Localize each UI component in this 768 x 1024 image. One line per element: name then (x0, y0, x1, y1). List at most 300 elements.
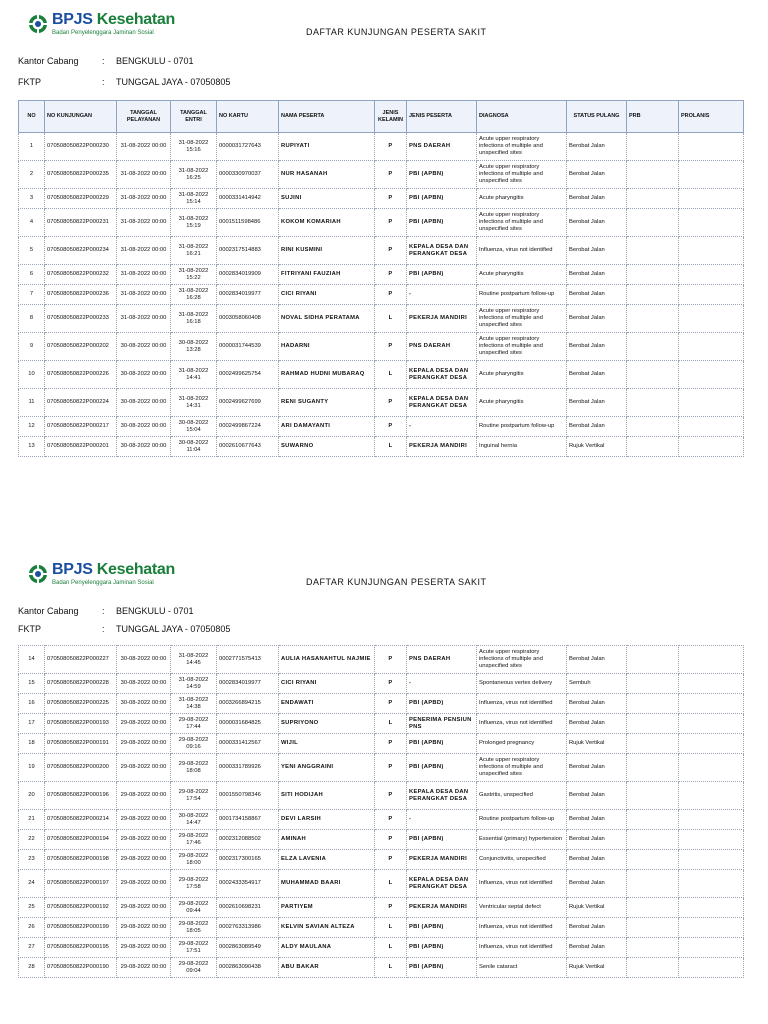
table-row (19, 958, 744, 978)
row-no: 1 (19, 133, 45, 161)
row-nama-peserta: DEVI LARSIH (279, 810, 375, 830)
table-row (19, 898, 744, 918)
row-status-pulang: Berobat Jalan (567, 189, 627, 209)
row-prolanis (679, 417, 744, 437)
row-no: 9 (19, 333, 45, 361)
row-tanggal-entri: 31-08-2022 14:45 (171, 646, 217, 674)
visits-table (18, 645, 744, 978)
row-no-kartu: 0002499867224 (217, 417, 279, 437)
row-nama-peserta: ABU BAKAR (279, 958, 375, 978)
row-prb (627, 285, 679, 305)
row-status-pulang: Rujuk Vertikal (567, 734, 627, 754)
row-jenis-peserta: - (407, 285, 477, 305)
row-diagnosa: Ventricular septal defect (477, 898, 567, 918)
table-row (19, 830, 744, 850)
row-tanggal-entri: 29-08-2022 17:58 (171, 870, 217, 898)
table-row (19, 237, 744, 265)
row-no-kunjungan: 070508050822P000202 (45, 333, 117, 361)
row-diagnosa: Routine postpartum follow-up (477, 285, 567, 305)
row-tanggal-pelayanan: 29-08-2022 00:00 (117, 782, 171, 810)
table-body (19, 133, 744, 457)
row-no: 25 (19, 898, 45, 918)
table-row (19, 714, 744, 734)
row-no-kunjungan: 070508050822P000217 (45, 417, 117, 437)
row-nama-peserta: RAHMAD HUDNI MUBARAQ (279, 361, 375, 389)
row-nama-peserta: ALDY MAULANA (279, 938, 375, 958)
row-prb (627, 305, 679, 333)
row-diagnosa: Prolonged pregnancy (477, 734, 567, 754)
row-prolanis (679, 646, 744, 674)
row-tanggal-pelayanan: 30-08-2022 00:00 (117, 417, 171, 437)
table-row (19, 754, 744, 782)
row-tanggal-entri: 31-08-2022 15:16 (171, 133, 217, 161)
row-no: 15 (19, 674, 45, 694)
row-no: 22 (19, 830, 45, 850)
row-tanggal-pelayanan: 29-08-2022 00:00 (117, 754, 171, 782)
row-prb (627, 918, 679, 938)
row-no-kunjungan: 070508050822P000225 (45, 694, 117, 714)
row-no-kartu: 0002863090438 (217, 958, 279, 978)
row-no: 6 (19, 265, 45, 285)
row-tanggal-pelayanan: 31-08-2022 00:00 (117, 285, 171, 305)
row-nama-peserta: MUHAMMAD BAARI (279, 870, 375, 898)
row-prb (627, 938, 679, 958)
row-jenis-peserta: PBI (APBD) (407, 694, 477, 714)
row-diagnosa: Influenza, virus not identified (477, 870, 567, 898)
row-jenis-kelamin: P (375, 850, 407, 870)
logo-subtitle: Badan Penyelenggara Jaminan Sosial (52, 580, 154, 586)
row-jenis-peserta: PEKERJA MANDIRI (407, 305, 477, 333)
row-prolanis (679, 285, 744, 305)
row-jenis-peserta: KEPALA DESA DAN PERANGKAT DESA (407, 361, 477, 389)
row-prolanis (679, 734, 744, 754)
row-nama-peserta: NUR HASANAH (279, 161, 375, 189)
table-row (19, 209, 744, 237)
row-tanggal-pelayanan: 29-08-2022 00:00 (117, 938, 171, 958)
row-prolanis (679, 265, 744, 285)
row-tanggal-entri: 29-08-2022 09:44 (171, 898, 217, 918)
row-no: 14 (19, 646, 45, 674)
table-row (19, 361, 744, 389)
fktp-value: TUNGGAL JAYA - 07050805 (116, 624, 231, 634)
row-tanggal-pelayanan: 31-08-2022 00:00 (117, 189, 171, 209)
table-row (19, 646, 744, 674)
row-status-pulang: Berobat Jalan (567, 850, 627, 870)
row-jenis-peserta: PEKERJA MANDIRI (407, 898, 477, 918)
row-no: 5 (19, 237, 45, 265)
row-diagnosa: Acute pharyngitis (477, 265, 567, 285)
row-jenis-kelamin: P (375, 646, 407, 674)
row-status-pulang: Berobat Jalan (567, 333, 627, 361)
row-prb (627, 782, 679, 810)
row-tanggal-pelayanan: 30-08-2022 00:00 (117, 437, 171, 457)
row-prb (627, 810, 679, 830)
row-prolanis (679, 437, 744, 457)
row-prolanis (679, 830, 744, 850)
row-jenis-kelamin: P (375, 830, 407, 850)
row-nama-peserta: CICI RIYANI (279, 674, 375, 694)
row-prolanis (679, 754, 744, 782)
row-prb (627, 265, 679, 285)
row-tanggal-entri: 29-08-2022 17:51 (171, 938, 217, 958)
row-prb (627, 161, 679, 189)
row-prolanis (679, 389, 744, 417)
row-nama-peserta: PARTIYEM (279, 898, 375, 918)
row-prb (627, 189, 679, 209)
row-status-pulang: Berobat Jalan (567, 417, 627, 437)
row-no: 13 (19, 437, 45, 457)
row-no-kartu: 0000031744539 (217, 333, 279, 361)
col-no: NO (19, 101, 45, 133)
row-tanggal-pelayanan: 29-08-2022 00:00 (117, 918, 171, 938)
row-tanggal-entri: 31-08-2022 15:22 (171, 265, 217, 285)
row-no-kartu: 0001550798346 (217, 782, 279, 810)
row-tanggal-entri: 30-08-2022 11:04 (171, 437, 217, 457)
row-prolanis (679, 938, 744, 958)
row-jenis-peserta: PBI (APBN) (407, 918, 477, 938)
row-jenis-kelamin: L (375, 918, 407, 938)
row-jenis-peserta: KEPALA DESA DAN PERANGKAT DESA (407, 389, 477, 417)
row-jenis-kelamin: P (375, 810, 407, 830)
row-nama-peserta: CICI RIYANI (279, 285, 375, 305)
row-status-pulang: Berobat Jalan (567, 285, 627, 305)
row-prb (627, 417, 679, 437)
row-status-pulang: Berobat Jalan (567, 209, 627, 237)
row-status-pulang: Rujuk Vertikal (567, 958, 627, 978)
row-nama-peserta: SITI HODIJAH (279, 782, 375, 810)
table-header-row (19, 101, 744, 133)
row-jenis-kelamin: P (375, 674, 407, 694)
table-row (19, 133, 744, 161)
row-diagnosa: Influenza, virus not identified (477, 938, 567, 958)
row-tanggal-entri: 29-08-2022 17:46 (171, 830, 217, 850)
row-tanggal-pelayanan: 31-08-2022 00:00 (117, 237, 171, 265)
row-tanggal-pelayanan: 29-08-2022 00:00 (117, 714, 171, 734)
row-tanggal-entri: 29-08-2022 18:00 (171, 850, 217, 870)
row-no-kartu: 0002863089549 (217, 938, 279, 958)
fktp-row (18, 624, 230, 634)
row-no-kunjungan: 070508050822P000214 (45, 810, 117, 830)
row-jenis-peserta: PNS DAERAH (407, 133, 477, 161)
row-prb (627, 361, 679, 389)
row-no-kartu: 0002499625754 (217, 361, 279, 389)
row-tanggal-entri: 29-08-2022 09:04 (171, 958, 217, 978)
row-jenis-peserta: PBI (APBN) (407, 265, 477, 285)
fktp-row (18, 77, 230, 87)
row-prb (627, 133, 679, 161)
row-nama-peserta: SUWARNO (279, 437, 375, 457)
row-no-kartu: 0001511598486 (217, 209, 279, 237)
col-no-kunjungan: NO KUNJUNGAN (45, 101, 117, 133)
row-status-pulang: Berobat Jalan (567, 830, 627, 850)
row-no-kartu: 0003058060408 (217, 305, 279, 333)
row-prb (627, 830, 679, 850)
row-nama-peserta: SUJINI (279, 189, 375, 209)
row-no: 2 (19, 161, 45, 189)
row-tanggal-entri: 31-08-2022 14:38 (171, 694, 217, 714)
row-diagnosa: Essential (primary) hypertension (477, 830, 567, 850)
row-no-kartu: 0000331412567 (217, 734, 279, 754)
row-diagnosa: Routine postpartum follow-up (477, 417, 567, 437)
row-jenis-peserta: PBI (APBN) (407, 938, 477, 958)
row-status-pulang: Berobat Jalan (567, 361, 627, 389)
table-row (19, 189, 744, 209)
row-nama-peserta: ELZA LAVENIA (279, 850, 375, 870)
row-no: 21 (19, 810, 45, 830)
row-status-pulang: Berobat Jalan (567, 305, 627, 333)
table-row (19, 782, 744, 810)
visits-table (18, 100, 744, 457)
row-status-pulang: Berobat Jalan (567, 870, 627, 898)
row-diagnosa: Influenza, virus not identified (477, 237, 567, 265)
row-tanggal-pelayanan: 31-08-2022 00:00 (117, 161, 171, 189)
row-nama-peserta: FITRIYANI FAUZIAH (279, 265, 375, 285)
row-no-kartu: 0002317300165 (217, 850, 279, 870)
row-nama-peserta: AULIA HASANAHTUL NAJMIE (279, 646, 375, 674)
row-jenis-peserta: PEKERJA MANDIRI (407, 850, 477, 870)
row-jenis-kelamin: P (375, 133, 407, 161)
row-prb (627, 694, 679, 714)
table-row (19, 850, 744, 870)
row-diagnosa: Senile cataract (477, 958, 567, 978)
row-jenis-kelamin: L (375, 714, 407, 734)
row-diagnosa: Acute pharyngitis (477, 389, 567, 417)
row-jenis-kelamin: P (375, 754, 407, 782)
row-prb (627, 850, 679, 870)
row-tanggal-pelayanan: 30-08-2022 00:00 (117, 694, 171, 714)
row-jenis-kelamin: P (375, 734, 407, 754)
row-prb (627, 209, 679, 237)
row-prolanis (679, 850, 744, 870)
row-jenis-peserta: PBI (APBN) (407, 958, 477, 978)
row-tanggal-pelayanan: 30-08-2022 00:00 (117, 333, 171, 361)
row-diagnosa: Conjunctivitis, unspecified (477, 850, 567, 870)
row-diagnosa: Gastritis, unspecified (477, 782, 567, 810)
row-prolanis (679, 237, 744, 265)
row-prolanis (679, 361, 744, 389)
row-tanggal-entri: 29-08-2022 09:16 (171, 734, 217, 754)
row-no-kunjungan: 070508050822P000200 (45, 754, 117, 782)
row-prolanis (679, 161, 744, 189)
row-tanggal-entri: 31-08-2022 15:19 (171, 209, 217, 237)
row-nama-peserta: YENI ANGGRAINI (279, 754, 375, 782)
row-nama-peserta: RINI KUSMINI (279, 237, 375, 265)
row-no-kartu: 0002834019909 (217, 265, 279, 285)
row-no-kunjungan: 070508050822P000195 (45, 938, 117, 958)
row-nama-peserta: HADARNI (279, 333, 375, 361)
row-no-kartu: 0002834019977 (217, 674, 279, 694)
row-no-kartu: 0002312088502 (217, 830, 279, 850)
row-nama-peserta: KOKOM KOMARIAH (279, 209, 375, 237)
row-nama-peserta: KELVIN SAVIAN ALTEZA (279, 918, 375, 938)
row-prb (627, 389, 679, 417)
kantor-cabang-row (18, 56, 194, 66)
row-no-kunjungan: 070508050822P000232 (45, 265, 117, 285)
row-jenis-kelamin: P (375, 209, 407, 237)
document-title: DAFTAR KUNJUNGAN PESERTA SAKIT (306, 577, 487, 587)
row-no-kunjungan: 070508050822P000193 (45, 714, 117, 734)
row-no: 7 (19, 285, 45, 305)
table-row (19, 265, 744, 285)
row-no-kunjungan: 070508050822P000234 (45, 237, 117, 265)
kantor-value: BENGKULU - 0701 (116, 56, 194, 66)
row-no: 4 (19, 209, 45, 237)
colon: : (102, 624, 105, 634)
row-no-kartu: 0000031684825 (217, 714, 279, 734)
row-diagnosa: Acute upper respiratory infections of multiple and unspecified sites (477, 305, 567, 333)
row-no-kunjungan: 070508050822P000235 (45, 161, 117, 189)
row-tanggal-pelayanan: 31-08-2022 00:00 (117, 209, 171, 237)
row-diagnosa: Acute upper respiratory infections of multiple and unspecified sites (477, 209, 567, 237)
row-no: 3 (19, 189, 45, 209)
row-tanggal-entri: 31-08-2022 16:21 (171, 237, 217, 265)
row-nama-peserta: ENDAWATI (279, 694, 375, 714)
row-jenis-peserta: PNS DAERAH (407, 333, 477, 361)
row-tanggal-pelayanan: 30-08-2022 00:00 (117, 389, 171, 417)
row-prolanis (679, 714, 744, 734)
row-no-kunjungan: 070508050822P000199 (45, 918, 117, 938)
row-prolanis (679, 898, 744, 918)
row-status-pulang: Berobat Jalan (567, 161, 627, 189)
row-jenis-kelamin: P (375, 782, 407, 810)
colon: : (102, 56, 105, 66)
table-row (19, 694, 744, 714)
row-jenis-peserta: - (407, 674, 477, 694)
row-diagnosa: Influenza, virus not identified (477, 714, 567, 734)
row-no-kunjungan: 070508050822P000201 (45, 437, 117, 457)
row-prolanis (679, 189, 744, 209)
row-jenis-kelamin: L (375, 437, 407, 457)
row-jenis-peserta: PNS DAERAH (407, 646, 477, 674)
row-jenis-peserta: PBI (APBN) (407, 754, 477, 782)
fktp-label: FKTP (18, 624, 42, 634)
row-diagnosa: Acute pharyngitis (477, 189, 567, 209)
row-no-kartu: 0002834019977 (217, 285, 279, 305)
row-prb (627, 674, 679, 694)
table-row (19, 333, 744, 361)
row-no-kartu: 0002610677643 (217, 437, 279, 457)
table-row (19, 417, 744, 437)
row-jenis-kelamin: P (375, 265, 407, 285)
row-no-kartu: 0000031727643 (217, 133, 279, 161)
row-tanggal-entri: 30-08-2022 13:28 (171, 333, 217, 361)
row-tanggal-pelayanan: 29-08-2022 00:00 (117, 898, 171, 918)
row-tanggal-pelayanan: 29-08-2022 00:00 (117, 830, 171, 850)
row-diagnosa: Routine postpartum follow-up (477, 810, 567, 830)
row-no: 18 (19, 734, 45, 754)
bpjs-logo (28, 562, 175, 586)
row-diagnosa: Influenza, virus not identified (477, 918, 567, 938)
row-tanggal-pelayanan: 31-08-2022 00:00 (117, 265, 171, 285)
row-nama-peserta: WIJIL (279, 734, 375, 754)
row-status-pulang: Berobat Jalan (567, 133, 627, 161)
row-diagnosa: Acute pharyngitis (477, 361, 567, 389)
row-no: 8 (19, 305, 45, 333)
row-no-kunjungan: 070508050822P000197 (45, 870, 117, 898)
row-tanggal-entri: 29-08-2022 18:05 (171, 918, 217, 938)
row-prolanis (679, 209, 744, 237)
col-prb: PRB (627, 101, 679, 133)
row-no-kunjungan: 070508050822P000231 (45, 209, 117, 237)
row-no-kartu: 0002499627699 (217, 389, 279, 417)
row-tanggal-entri: 29-08-2022 17:44 (171, 714, 217, 734)
col-tanggal-entri: TANGGAL ENTRI (171, 101, 217, 133)
row-tanggal-pelayanan: 31-08-2022 00:00 (117, 305, 171, 333)
row-no-kunjungan: 070508050822P000194 (45, 830, 117, 850)
table-row (19, 305, 744, 333)
row-tanggal-entri: 31-08-2022 16:28 (171, 285, 217, 305)
row-prb (627, 754, 679, 782)
row-tanggal-entri: 30-08-2022 14:47 (171, 810, 217, 830)
row-tanggal-pelayanan: 30-08-2022 00:00 (117, 646, 171, 674)
row-tanggal-pelayanan: 29-08-2022 00:00 (117, 734, 171, 754)
row-tanggal-pelayanan: 29-08-2022 00:00 (117, 958, 171, 978)
row-no: 19 (19, 754, 45, 782)
colon: : (102, 77, 105, 87)
fktp-label: FKTP (18, 77, 42, 87)
row-jenis-kelamin: P (375, 389, 407, 417)
bpjs-emblem-icon (28, 564, 48, 584)
row-tanggal-pelayanan: 30-08-2022 00:00 (117, 674, 171, 694)
row-jenis-kelamin: P (375, 161, 407, 189)
row-tanggal-entri: 29-08-2022 17:54 (171, 782, 217, 810)
row-prolanis (679, 305, 744, 333)
row-prolanis (679, 958, 744, 978)
row-no-kunjungan: 070508050822P000224 (45, 389, 117, 417)
row-status-pulang: Berobat Jalan (567, 694, 627, 714)
row-no: 28 (19, 958, 45, 978)
row-no: 23 (19, 850, 45, 870)
logo-main-text: Kesehatan (96, 11, 175, 28)
table-row (19, 938, 744, 958)
row-no: 10 (19, 361, 45, 389)
row-prb (627, 870, 679, 898)
row-jenis-peserta: PBI (APBN) (407, 161, 477, 189)
row-status-pulang: Berobat Jalan (567, 237, 627, 265)
row-no-kartu: 0002771575413 (217, 646, 279, 674)
row-nama-peserta: SUPRIYONO (279, 714, 375, 734)
row-no-kunjungan: 070508050822P000190 (45, 958, 117, 978)
row-jenis-kelamin: L (375, 938, 407, 958)
row-tanggal-entri: 29-08-2022 18:08 (171, 754, 217, 782)
row-no-kartu: 0000330970037 (217, 161, 279, 189)
row-status-pulang: Berobat Jalan (567, 265, 627, 285)
row-jenis-kelamin: P (375, 237, 407, 265)
row-no: 20 (19, 782, 45, 810)
row-jenis-kelamin: P (375, 189, 407, 209)
row-no-kartu: 0001734158867 (217, 810, 279, 830)
col-no-kartu: NO KARTU (217, 101, 279, 133)
row-jenis-kelamin: P (375, 898, 407, 918)
row-nama-peserta: RUPIYATI (279, 133, 375, 161)
row-diagnosa: Acute upper respiratory infections of multiple and unspecified sites (477, 133, 567, 161)
row-diagnosa: Acute upper respiratory infections of multiple and unspecified sites (477, 754, 567, 782)
row-tanggal-entri: 30-08-2022 15:04 (171, 417, 217, 437)
row-prolanis (679, 674, 744, 694)
row-status-pulang: Berobat Jalan (567, 810, 627, 830)
row-nama-peserta: ARI DAMAYANTI (279, 417, 375, 437)
row-jenis-peserta: KEPALA DESA DAN PERANGKAT DESA (407, 782, 477, 810)
row-diagnosa: Acute upper respiratory infections of multiple and unspecified sites (477, 646, 567, 674)
row-status-pulang: Rujuk Vertikal (567, 437, 627, 457)
table-row (19, 734, 744, 754)
row-diagnosa: Inguinal hernia (477, 437, 567, 457)
row-prb (627, 958, 679, 978)
row-jenis-peserta: PENERIMA PENSIUN PNS (407, 714, 477, 734)
row-no-kartu: 0002317514883 (217, 237, 279, 265)
row-jenis-kelamin: P (375, 333, 407, 361)
row-no-kartu: 0002610698231 (217, 898, 279, 918)
